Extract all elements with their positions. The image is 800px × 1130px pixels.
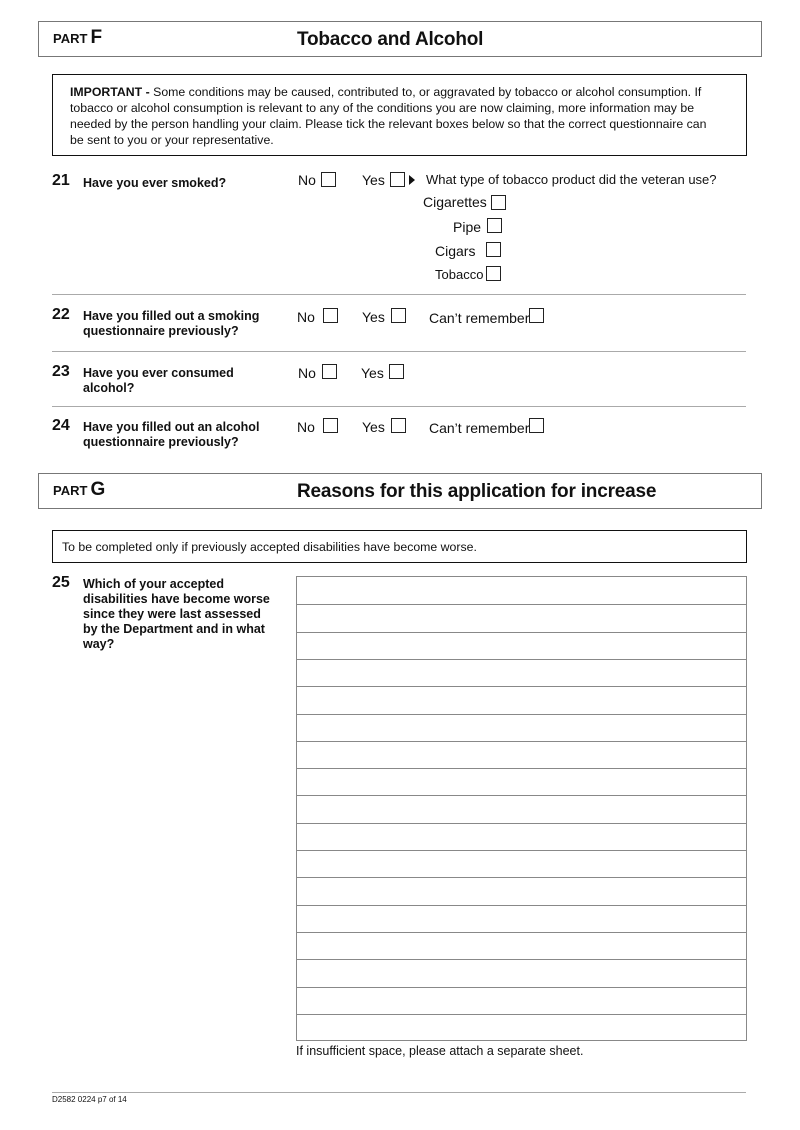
question-21-text: Have you ever smoked? — [83, 176, 227, 190]
separator — [52, 294, 746, 295]
separator — [52, 351, 746, 352]
answer-line[interactable] — [297, 987, 746, 988]
q24-cant-remember-label: Can’t remember — [429, 420, 530, 436]
answer-line[interactable] — [297, 905, 746, 906]
question-22-number: 22 — [52, 306, 70, 323]
q22-no-label: No — [297, 309, 315, 325]
q21-no-checkbox[interactable] — [321, 172, 336, 187]
q22-yes-checkbox[interactable] — [391, 308, 406, 323]
answer-line[interactable] — [297, 1014, 746, 1015]
important-lead: IMPORTANT - — [70, 85, 150, 99]
part-g-note: To be completed only if previously accepted disabilities have become worse. — [52, 530, 747, 563]
part-g-header — [38, 473, 762, 509]
q23-no-label: No — [298, 365, 316, 381]
insufficient-space-note: If insufficient space, please attach a separate sheet. — [296, 1044, 584, 1058]
q24-yes-checkbox[interactable] — [391, 418, 406, 433]
important-notice — [52, 74, 747, 156]
question-24-text: Have you filled out an alcohol questionnaire previously? — [83, 420, 260, 449]
q22-no-checkbox[interactable] — [323, 308, 338, 323]
answer-line[interactable] — [297, 795, 746, 796]
part-f-header — [38, 21, 762, 57]
q25-answer-area[interactable] — [296, 576, 747, 1041]
question-25-text: Which of your accepted disabilities have become worse since they were last assessed by the Department and in what way? — [83, 577, 270, 651]
product-tobacco-label: Tobacco — [435, 267, 484, 282]
important-line-2: tobacco or alcohol consumption is relevant to any of the conditions you are now claiming, more information may be — [70, 101, 695, 115]
answer-line[interactable] — [297, 714, 746, 715]
product-cigarettes-checkbox[interactable] — [491, 195, 506, 210]
q21-followup-text: What type of tobacco product did the veteran use? — [426, 172, 717, 187]
q24-no-label: No — [297, 419, 315, 435]
important-line-3: needed by the person handling your claim. Please tick the relevant boxes below so that the correct questionnaire can — [70, 117, 707, 131]
product-cigars-checkbox[interactable] — [486, 242, 501, 257]
product-cigars-label: Cigars — [435, 243, 476, 259]
q24-cant-remember-checkbox[interactable] — [529, 418, 544, 433]
part-letter: F — [90, 27, 103, 48]
separator — [52, 406, 746, 407]
part-f-title: Tobacco and Alcohol — [297, 29, 484, 50]
product-cigarettes-label: Cigarettes — [423, 194, 487, 210]
question-25-number: 25 — [52, 574, 70, 591]
q24-yes-label: Yes — [362, 419, 385, 435]
form-code: D2582 0224 p7 of 14 — [52, 1095, 127, 1104]
answer-line[interactable] — [297, 604, 746, 605]
answer-line[interactable] — [297, 632, 746, 633]
question-22-text: Have you filled out a smoking questionnaire previously? — [83, 309, 260, 338]
answer-line[interactable] — [297, 932, 746, 933]
q21-yes-checkbox[interactable] — [390, 172, 405, 187]
part-g-title: Reasons for this application for increase — [297, 481, 657, 502]
q23-no-checkbox[interactable] — [322, 364, 337, 379]
q21-no-label: No — [298, 172, 316, 188]
q22-cant-remember-label: Can’t remember — [429, 310, 530, 326]
important-line-4: be sent to you or your representative. — [70, 133, 274, 147]
question-21-number: 21 — [52, 172, 70, 189]
part-letter: G — [90, 479, 106, 500]
product-pipe-label: Pipe — [453, 219, 482, 235]
answer-line[interactable] — [297, 659, 746, 660]
arrow-right-icon — [409, 175, 415, 185]
part-label: PART G — [53, 479, 106, 500]
q24-no-checkbox[interactable] — [323, 418, 338, 433]
q22-yes-label: Yes — [362, 309, 385, 325]
answer-line[interactable] — [297, 877, 746, 878]
q23-yes-label: Yes — [361, 365, 384, 381]
question-23-text: Have you ever consumed alcohol? — [83, 366, 234, 395]
footer-divider — [52, 1092, 746, 1093]
q23-yes-checkbox[interactable] — [389, 364, 404, 379]
answer-line[interactable] — [297, 959, 746, 960]
product-tobacco-checkbox[interactable] — [486, 266, 501, 281]
answer-line[interactable] — [297, 823, 746, 824]
answer-line[interactable] — [297, 850, 746, 851]
q21-yes-label: Yes — [362, 172, 385, 188]
question-23-number: 23 — [52, 363, 70, 380]
important-line-1: Some conditions may be caused, contributed to, or aggravated by tobacco or alcohol consumption. If — [153, 85, 702, 99]
part-label: PART F — [53, 27, 103, 48]
answer-line[interactable] — [297, 741, 746, 742]
product-pipe-checkbox[interactable] — [487, 218, 502, 233]
question-24-number: 24 — [52, 417, 70, 434]
answer-line[interactable] — [297, 768, 746, 769]
answer-line[interactable] — [297, 686, 746, 687]
q22-cant-remember-checkbox[interactable] — [529, 308, 544, 323]
